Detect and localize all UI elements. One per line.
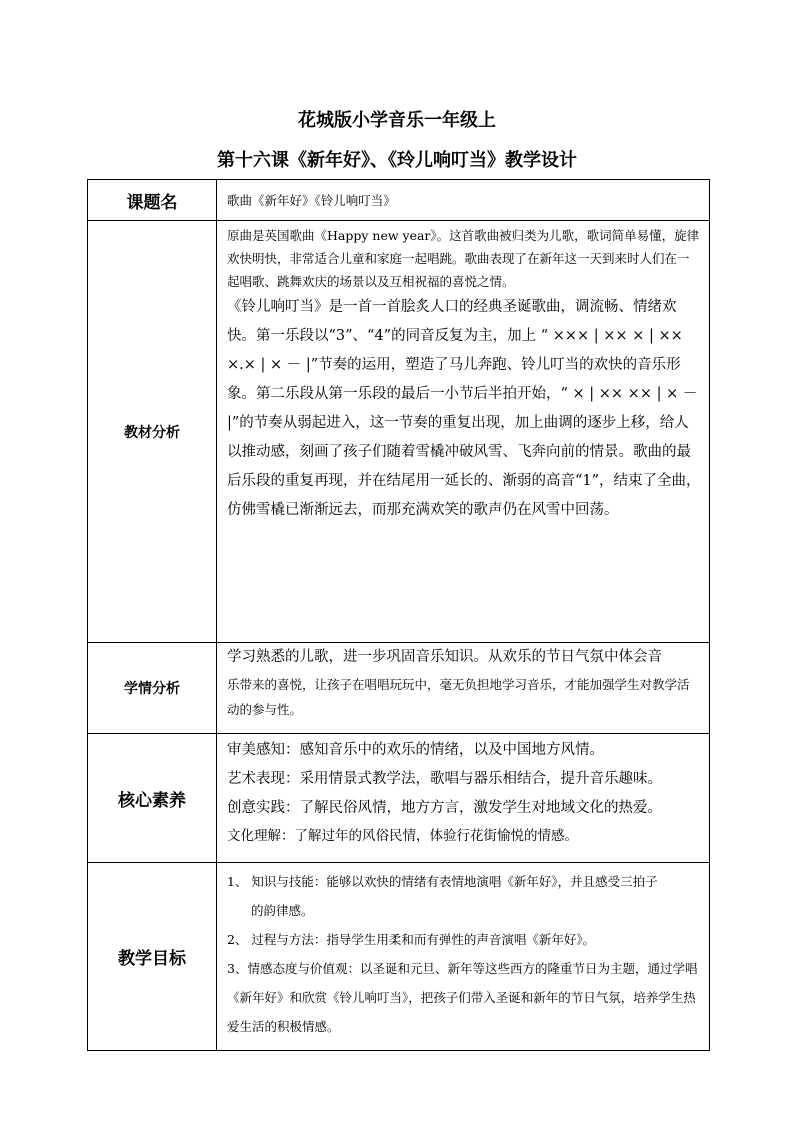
row-label-material: 教材分析 xyxy=(88,221,217,643)
literacy-item-expression: 艺术表现：采用情景式教学法，歌唱与器乐相结合，提升音乐趣味。 xyxy=(227,771,662,787)
literacy-item-culture: 文化理解：了解过年的风俗民情，体验行花街愉悦的情感。 xyxy=(227,828,578,844)
document-title: 花城版小学音乐一年级上 xyxy=(298,110,496,131)
lesson-plan-table xyxy=(87,179,710,1051)
material-paragraph-2: 《铃儿响叮当》是一首一首脍炙人口的经典圣诞歌曲，调流畅、情绪欢快。第一乐段以“3”、“4”的同音反复为主，加上 “ ××× | ×× × | ×× ×.× | × － |”节奏的运用，塑造了马儿奔跑、铃儿叮当的欢快的音乐形象。第二乐段从第一乐段的最后一小节后半拍开始，“ × | ×× ×× | × － |”的节奏从弱起进入，这一节奏的重复出现，加上曲调的逐步上移，给人以推动感，刻画了孩子们随着雪橇冲破风雪、飞奔向前的情景。歌曲的最后乐段的重复再现，并在结尾用一延长的、渐弱的高音“1”，结束了全曲，仿佛雪橇已渐渐远去，而那充满欢笑的歌声仍在风雪中回荡。 xyxy=(227,299,701,518)
literacy-item-aesthetic: 审美感知：感知音乐中的欢乐的情绪，以及中国地方风情。 xyxy=(227,742,604,758)
table-row-literacy xyxy=(88,734,710,863)
literacy-item-creative: 创意实践：了解民俗风情，地方方言，激发学生对地域文化的热爱。 xyxy=(227,800,662,816)
material-paragraph-1: 原曲是英国歌曲《Happy new year》。这首歌曲被归类为儿歌，歌词简单易懂，旋律欢快明快，非常适合儿童和家庭一起唱跳。歌曲表现了在新年这一天到来时人们在一起唱歌、跳舞欢庆的场景以及互相祝福的喜悦之情。 xyxy=(227,228,700,289)
goal-knowledge-cont: 的韵律感。 xyxy=(251,903,314,918)
table-row-goals xyxy=(88,863,710,1051)
literacy-content xyxy=(217,734,710,863)
goal-attitude: 3、情感态度与价值观：以圣诞和元旦、新年等这些西方的隆重节日为主题，通过学唱《新年好》和欣赏《铃儿响叮当》，把孩子们带入圣诞和新年的节日气氛，培养学生热爱生活的积极情感。 xyxy=(227,961,698,1034)
material-content xyxy=(217,221,710,643)
row-label-students: 学情分析 xyxy=(88,643,217,734)
row-label-topic: 课题名 xyxy=(88,180,217,221)
table-row-topic xyxy=(88,180,710,221)
table-row-material xyxy=(88,221,710,643)
students-content xyxy=(217,643,710,734)
goal-process: 2、 过程与方法：指导学生用柔和而有弹性的声音演唱《新年好》。 xyxy=(227,932,596,947)
students-line-1: 学习熟悉的儿歌，进一步巩固音乐知识。从欢乐的节日气氛中体会音 xyxy=(227,649,662,665)
table-row-students xyxy=(88,643,710,734)
lesson-title: 第十六课《新年好》、《玲儿响叮当》教学设计 xyxy=(217,150,577,171)
topic-text: 歌曲《新年好》《铃儿响叮当》 xyxy=(217,180,710,221)
students-line-2: 乐带来的喜悦，让孩子在唱唱玩玩中，毫无负担地学习音乐，才能加强学生对教学活动的参与性。 xyxy=(227,677,690,717)
goals-content xyxy=(217,863,710,1051)
row-label-literacy: 核心素养 xyxy=(88,734,217,863)
goal-knowledge: 1、 知识与技能：能够以欢快的情绪有表情地演唱《新年好》，并且感受三拍子 xyxy=(227,874,658,889)
row-label-goals: 教学目标 xyxy=(88,863,217,1051)
